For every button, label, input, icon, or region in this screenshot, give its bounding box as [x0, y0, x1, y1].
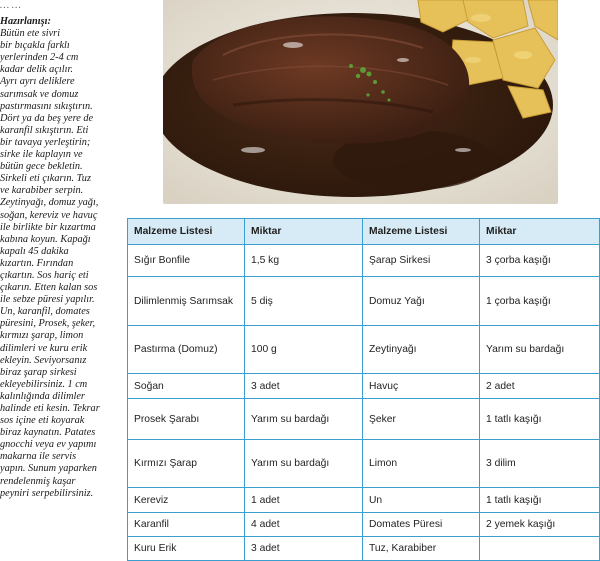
- preparation-line: kalınlığında dilimler: [0, 390, 85, 402]
- preparation-line: ile sebze püresi yapılır.: [0, 294, 95, 306]
- ingredient-cell: Şarap Sirkesi: [363, 245, 480, 277]
- quantity-cell: Yarım su bardağı: [245, 440, 363, 488]
- table-header-row: [128, 219, 600, 245]
- quantity-cell: 4 adet: [245, 513, 363, 537]
- preparation-line: Un, karanfil, domates: [0, 306, 90, 318]
- preparation-line: yapın. Sunum yaparken: [0, 463, 97, 475]
- table-row: [128, 537, 600, 561]
- header-quantity-2: Miktar: [480, 219, 600, 245]
- ingredient-cell: Zeytinyağı: [363, 326, 480, 374]
- ingredient-cell: Sığır Bonfile: [128, 245, 245, 277]
- preparation-line: soğan, kereviz ve havuç: [0, 209, 98, 221]
- table-row: [128, 488, 600, 513]
- header-ingredient-list-1: Malzeme Listesi: [128, 219, 245, 245]
- ingredient-cell: Domates Püresi: [363, 513, 480, 537]
- quantity-cell: 100 g: [245, 326, 363, 374]
- ingredient-cell: Karanfil: [128, 513, 245, 537]
- preparation-line: kızartın. Fırından: [0, 257, 74, 269]
- preparation-line: sirke ile kaplayın ve: [0, 149, 83, 161]
- quantity-cell: Yarım su bardağı: [245, 399, 363, 440]
- ingredient-cell: Tuz, Karabiber: [363, 537, 480, 561]
- preparation-line: ve karabiber serpin.: [0, 185, 84, 197]
- preparation-line: yerlerinden 2-4 cm: [0, 52, 79, 64]
- table-row: [128, 277, 600, 326]
- ingredient-cell: Şeker: [363, 399, 480, 440]
- preparation-line: Ayrı ayrı deliklere: [0, 76, 75, 88]
- preparation-line: kırmızı şarap, limon: [0, 330, 84, 342]
- quantity-cell: 2 yemek kaşığı: [480, 513, 600, 537]
- table-row: [128, 440, 600, 488]
- preparation-line: ekleyebilirsiniz. 1 cm: [0, 378, 88, 390]
- preparation-line: çıkartın. Sos hariç eti: [0, 269, 89, 281]
- preparation-line: gnocchi veya ev yapımı: [0, 439, 97, 451]
- quantity-cell: 1 çorba kaşığı: [480, 277, 600, 326]
- preparation-line: makarna ile servis: [0, 451, 77, 463]
- table-row: [128, 374, 600, 399]
- quantity-cell: 1 adet: [245, 488, 363, 513]
- quantity-cell: 1 tatlı kaşığı: [480, 399, 600, 440]
- preparation-line: dilimleri ve kuru erik: [0, 342, 88, 354]
- ingredient-cell: Kuru Erik: [128, 537, 245, 561]
- table-row: [128, 326, 600, 374]
- preparation-line: kadar delik açılır.: [0, 64, 73, 76]
- ingredient-cell: Domuz Yağı: [363, 277, 480, 326]
- preparation-top-text: … …: [0, 0, 21, 11]
- ingredient-cell: Dilimlenmiş Sarımsak: [128, 277, 245, 326]
- preparation-line: biraz şarap sirkesi: [0, 366, 77, 378]
- preparation-line: pastırmasını sıkıştırın.: [0, 100, 93, 112]
- preparation-heading: Hazırlanışı:: [0, 16, 51, 27]
- header-quantity-1: Miktar: [245, 219, 363, 245]
- preparation-line: sos içine eti koyarak: [0, 415, 85, 427]
- preparation-line: bir bıçakla farklı: [0, 40, 70, 52]
- quantity-cell: 3 adet: [245, 374, 363, 399]
- table-row: [128, 245, 600, 277]
- preparation-line: bir tavaya yerleştirin;: [0, 136, 91, 148]
- food-photo-icon: [163, 0, 558, 204]
- quantity-cell: 1,5 kg: [245, 245, 363, 277]
- preparation-line: peyniri serpebilirsiniz.: [0, 487, 94, 499]
- food-photo: [163, 0, 558, 204]
- preparation-line: sarımsak ve domuz: [0, 88, 79, 100]
- quantity-cell: 2 adet: [480, 374, 600, 399]
- preparation-line: ekleyin. Seviyorsanız: [0, 354, 87, 366]
- preparation-line: bütün gece bekletin.: [0, 161, 83, 173]
- preparation-line: ile birlikte bir kızartma: [0, 221, 96, 233]
- table-row: [128, 399, 600, 440]
- ingredient-cell: Kırmızı Şarap: [128, 440, 245, 488]
- preparation-line: Dört ya da beş yere de: [0, 112, 94, 124]
- preparation-line: rendelenmiş kaşar: [0, 475, 76, 487]
- ingredient-cell: Soğan: [128, 374, 245, 399]
- preparation-line: karanfil sıkıştırın. Eti: [0, 124, 89, 136]
- quantity-cell: 3 çorba kaşığı: [480, 245, 600, 277]
- ingredient-cell: Limon: [363, 440, 480, 488]
- table-row: [128, 513, 600, 537]
- quantity-cell: 3 adet: [245, 537, 363, 561]
- preparation-line: halinde eti kesin. Tekrar: [0, 403, 100, 414]
- quantity-cell: Yarım su bardağı: [480, 326, 600, 374]
- preparation-text: [0, 0, 122, 551]
- preparation-line: Bütün ete sivri: [0, 28, 61, 40]
- preparation-line: kabına koyun. Kapağı: [0, 233, 91, 245]
- ingredient-cell: Prosek Şarabı: [128, 399, 245, 440]
- preparation-body: [0, 28, 122, 500]
- ingredient-cell: Un: [363, 488, 480, 513]
- preparation-line: püresini, Prosek, şeker,: [0, 318, 96, 330]
- ingredient-cell: Kereviz: [128, 488, 245, 513]
- preparation-line: çıkarın. Etten kalan sos: [0, 282, 98, 294]
- preparation-line: biraz kaynatın. Patates: [0, 427, 96, 439]
- quantity-cell: 1 tatlı kaşığı: [480, 488, 600, 513]
- preparation-line: Zeytinyağı, domuz yağı,: [0, 197, 99, 209]
- quantity-cell: 5 diş: [245, 277, 363, 326]
- ingredients-table: [127, 218, 600, 561]
- quantity-cell: [480, 537, 600, 561]
- ingredient-cell: Pastırma (Domuz): [128, 326, 245, 374]
- quantity-cell: 3 dilim: [480, 440, 600, 488]
- preparation-line: Sirkeli eti çıkarın. Tuz: [0, 173, 91, 185]
- header-ingredient-list-2: Malzeme Listesi: [363, 219, 480, 245]
- ingredient-cell: Havuç: [363, 374, 480, 399]
- preparation-line: kapalı 45 dakika: [0, 245, 69, 257]
